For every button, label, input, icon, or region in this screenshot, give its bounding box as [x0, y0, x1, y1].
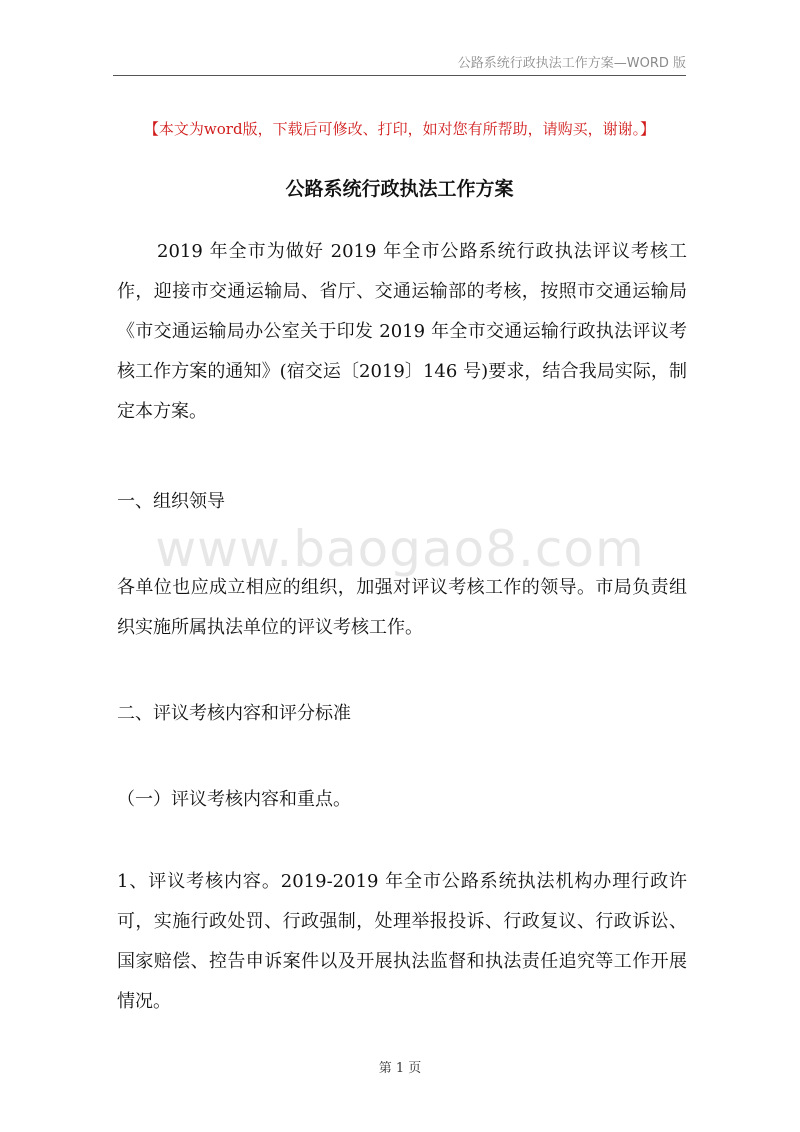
watermark: www.baogao8.com: [155, 520, 645, 578]
section-one-heading: 一、组织领导: [117, 491, 225, 512]
section-two-heading: 二、评议考核内容和评分标准: [117, 703, 351, 724]
subsection-one-heading: （一）评议考核内容和重点。: [117, 789, 351, 810]
document-title: 公路系统行政执法工作方案: [285, 178, 514, 200]
page-number: 第 1 页: [378, 1061, 422, 1076]
item-one-paragraph: 1、评议考核内容。2019-2019 年全市公路系统执法机构办理行政许可，实施行政处罚、行政强制，处理举报投诉、行政复议、行政诉讼、国家赔偿、控告申诉案件以及开展执法监督和执法责任追究等工作开展情况。: [117, 871, 687, 1012]
running-header: 公路系统行政执法工作方案—WORD 版: [457, 56, 686, 71]
header-divider: [113, 75, 686, 76]
section-one-paragraph: 各单位也应成立相应的组织，加强对评议考核工作的领导。市局负责组织实施所属执法单位的评议考核工作。: [117, 577, 687, 638]
intro-paragraph: 2019 年全市为做好 2019 年全市公路系统行政执法评议考核工作，迎接市交通运输局、省厅、交通运输部的考核，按照市交通运输局《市交通运输局办公室关于印发 2019 年全市交通运输行政执法评议考核工作方案的通知》(宿交运〔2019〕146 号)要求，结合我局实际，制定本方案。: [117, 241, 687, 422]
download-notice: 【本文为word版，下载后可修改、打印，如对您有所帮助，请购买，谢谢。】: [143, 120, 656, 138]
